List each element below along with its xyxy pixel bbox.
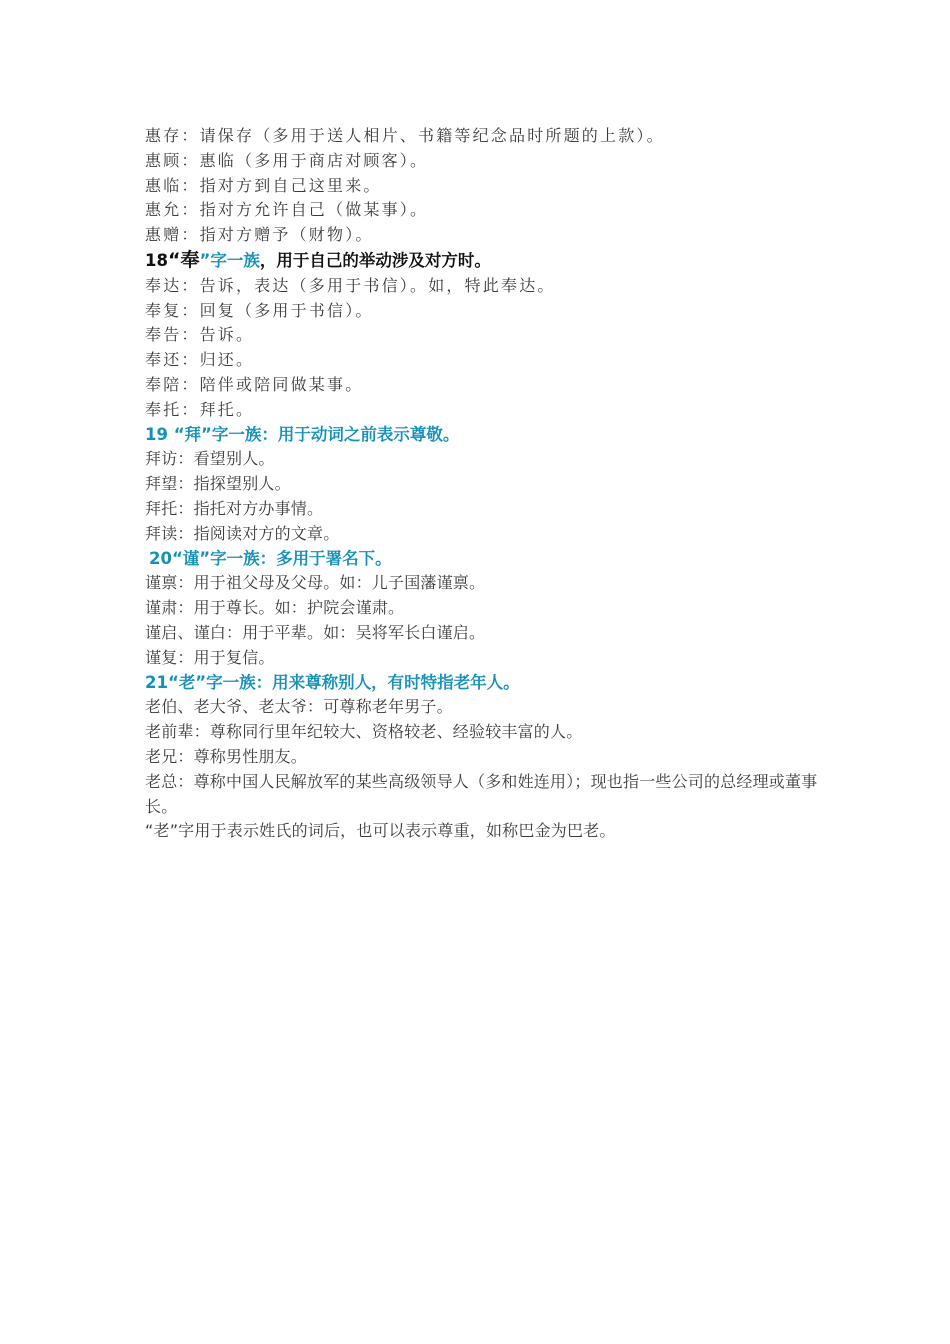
text-line-huizeng: 惠赠：指对方赠予（财物）。 xyxy=(145,225,374,245)
text-line-huigu: 惠顾：惠临（多用于商店对顾客）。 xyxy=(145,150,429,170)
text-line-laobo: 老伯、老大爷、老太爷：可尊称老年男子。 xyxy=(145,697,453,717)
heading-18-rest: ，用于自己的举动涉及对方时。 xyxy=(259,250,491,270)
text-line-fenggao: 奉告：告诉。 xyxy=(145,325,255,345)
text-line-jinfu: 谨复：用于复信。 xyxy=(145,647,275,667)
heading-20-text: 20“谨”字一族：多用于署名下。 xyxy=(149,548,392,568)
text-line-huicun: 惠存：请保存（多用于送人相片、书籍等纪念品时所题的上款）。 xyxy=(145,126,665,145)
section-heading-21: 21“老”字一族：用来尊称别人，有时特指老年人。 xyxy=(145,672,520,692)
heading-18-mid: 字一族 xyxy=(210,250,260,270)
text-line-baifang: 拜访：看望别人。 xyxy=(145,449,275,469)
text-line-jinqi: 谨启、谨白：用于平辈。如：吴将军长白谨启。 xyxy=(145,622,486,642)
text-line-jinbing: 谨禀：用于祖父母及父母。如：儿子国藩谨禀。 xyxy=(145,573,486,593)
heading-18-close-quote: ” xyxy=(199,250,211,270)
text-line-huilin: 惠临：指对方到自己这里来。 xyxy=(145,175,382,195)
document-page xyxy=(145,124,825,844)
text-line-fengda: 奉达：告诉，表达（多用于书信）。如，特此奉达。 xyxy=(145,275,556,295)
text-line-fenghuan: 奉还：归还。 xyxy=(145,350,255,370)
text-line-lao-note: “老”字用于表示姓氏的词后，也可以表示尊重，如称巴金为巴老。 xyxy=(145,821,616,841)
section-heading-18 xyxy=(145,248,825,274)
text-line-baidu: 拜读：指阅读对方的文章。 xyxy=(145,523,340,543)
heading-18-char: 奉 xyxy=(180,248,200,271)
section-heading-19: 19 “拜”字一族：用于动词之前表示尊敬。 xyxy=(145,424,460,444)
text-line-laoxiong: 老兄：尊称男性朋友。 xyxy=(145,746,308,766)
text-line-laoqianbei: 老前辈：尊称同行里年纪较大、资格较老、经验较丰富的人。 xyxy=(145,722,583,742)
section-heading-20 xyxy=(145,547,825,572)
text-line-fengpei: 奉陪：陪伴或陪同做某事。 xyxy=(145,374,364,394)
text-line-baiwang: 拜望：指探望别人。 xyxy=(145,474,291,494)
text-line-fengfu: 奉复：回复（多用于书信）。 xyxy=(145,300,374,320)
text-line-huiyun: 惠允：指对方允许自己（做某事）。 xyxy=(145,200,429,220)
text-line-baituo: 拜托：指托对方办事情。 xyxy=(145,498,324,518)
text-line-jinsu: 谨肃：用于尊长。如：护院会谨肃。 xyxy=(145,598,405,618)
heading-18-number: 18 xyxy=(145,250,168,270)
heading-18-open-quote: “ xyxy=(167,248,181,271)
text-line-fengtuo: 奉托：拜托。 xyxy=(145,399,255,419)
text-line-laozong: 老总：尊称中国人民解放军的某些高级领导人（多和姓连用）；现也指一些公司的总经理或董事长。 xyxy=(145,771,818,816)
